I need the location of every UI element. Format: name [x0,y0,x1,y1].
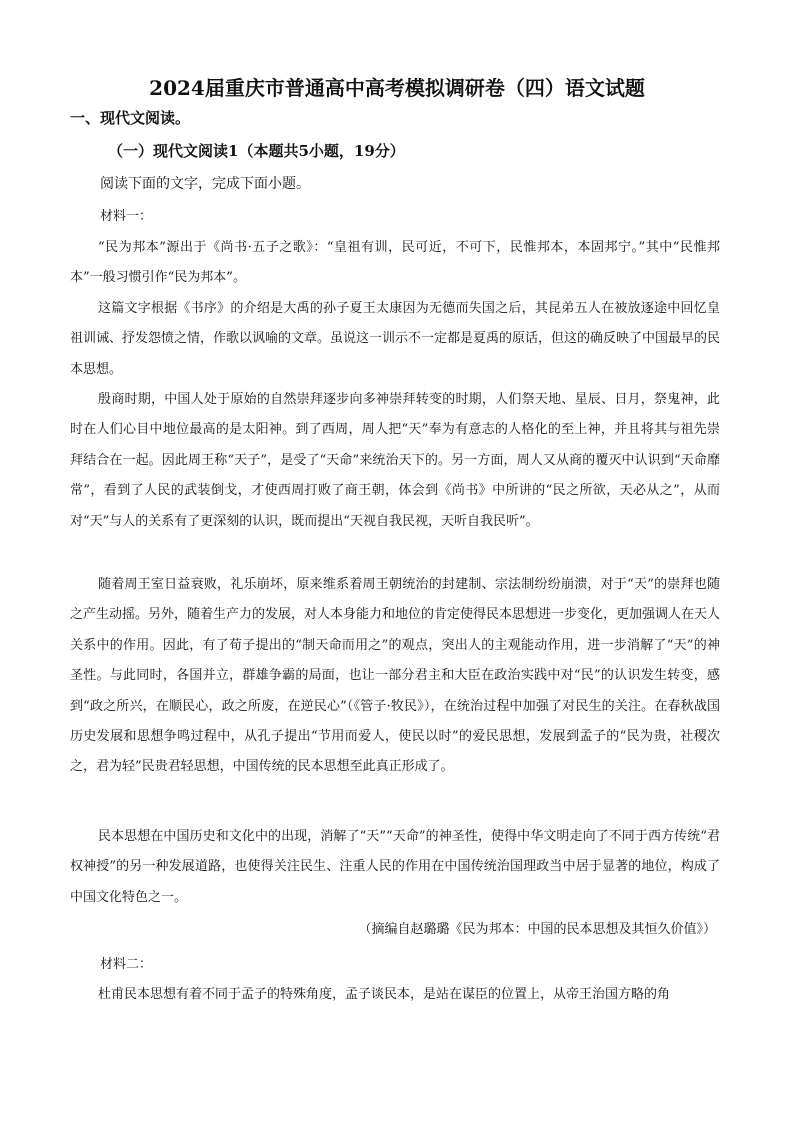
material-one-label: 材料一： [100,209,153,224]
reading-instruction: 阅读下面的文字，完成下面小题。 [100,176,310,192]
section-heading: 一、现代文阅读。 [70,109,191,127]
material-two-label: 材料二： [100,957,153,972]
material-two-paragraph-1: 杜甫民本思想有着不同于孟子的特殊角度，孟子谈民本，是站在谋臣的位置上，从帝王治国方略的角 [98,987,671,1002]
material-one-paragraph-3: 殷商时期，中国人处于原始的自然崇拜逐步向多神崇拜转变的时期，人们祭天地、星辰、日月，祭鬼神，此时在人们心目中地位最高的是太阳神。到了西周，周人把“天”奉为有意志的人格化的至上神，并且将其与祖先崇拜结合在一起。因此周王称“天子”，是受了“天命”来统治天下的。另一方面，周人又从商的覆灭中认识到“天命靡常”，看到了人民的武装倒戈，才使西周打败了商王朝，体会到《尚书》中所讲的“民之所欲，天必从之”，从而对“天”与人的关系有了更深刻的认识，既而提出“天视自我民视，天听自我民听”。 [70,392,720,529]
subsection-heading: （一）现代文阅读1（本题共5小题，19分） [108,142,405,160]
exam-title: 2024届重庆市普通高中高考模拟调研卷（四）语文试题 [149,76,645,100]
material-one-paragraph-5: 民本思想在中国历史和文化中的出现，消解了“天”“天命”的神圣性，使得中华文明走向了不同于西方传统“君权神授”的另一种发展道路，也使得关注民生、注重人民的作用在中国传统治国理政当中居于显著的地位，构成了中国文化特色之一。 [70,829,720,905]
material-one-paragraph-1: “民为邦本”源出于《尚书·五子之歌》：“皇祖有训，民可近，不可下，民惟邦本，本固邦宁。”其中“民惟邦本”一般习惯引作“民为邦本”。 [70,240,720,286]
material-one-paragraph-2: 这篇文字根据《书序》的介绍是大禹的孙子夏王太康因为无德而失国之后，其昆弟五人在被放逐途中回忆皇祖训诫、抒发怨愤之情，作歌以讽喻的文章。虽说这一训示不一定都是夏禹的原话，但这的确反映了中国最早的民本思想。 [70,301,721,377]
material-one-paragraph-4: 随着周王室日益衰败，礼乐崩坏，原来维系着周王朝统治的封建制、宗法制纷纷崩溃，对于“天”的崇拜也随之产生动摇。另外，随着生产力的发展，对人本身能力和地位的肯定使得民本思想进一步变化，更加强调人在天人关系中的作用。因此，有了荀子提出的“制天命而用之”的观点，突出人的主观能动作用，进一步消解了“天”的神圣性。与此同时，各国并立，群雄争霸的局面，也让一部分君主和大臣在政治实践中对“民”的认识发生转变，感到“政之所兴，在顺民心，政之所废，在逆民心”（《管子·牧民》），在统治过程中加强了对民生的关注。在春秋战国历史发展和思想争鸣过程中，从孔子提出“节用而爱人，使民以时”的爱民思想，发展到孟子的“民为贵，社稷次之，君为轻”民贵君轻思想，中国传统的民本思想至此真正形成了。 [70,577,721,775]
material-one-source: （摘编自赵璐璐《民为邦本：中国的民本思想及其恒久价值》） [358,922,716,937]
